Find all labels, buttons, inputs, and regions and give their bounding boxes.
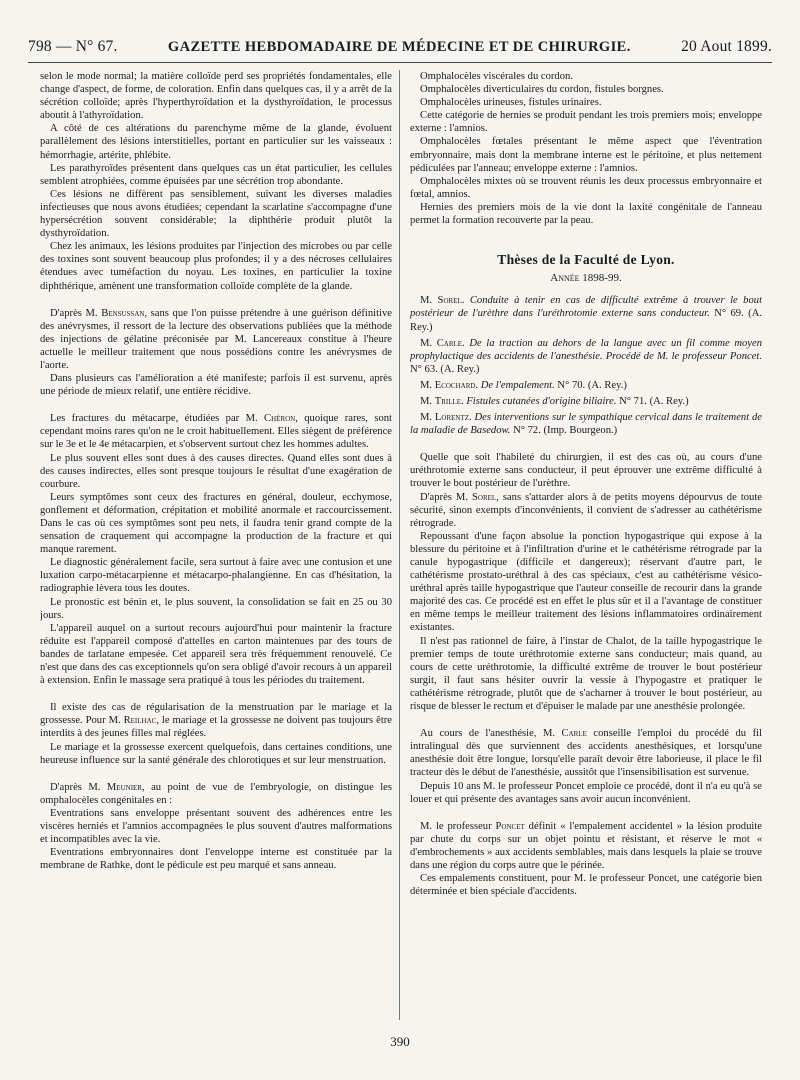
paragraph: Ces lésions ne diffèrent pas sensiblement, suivant les diverses maladies infectieuses que nous avons étudiées; cependant la scarlatine s'accompagne d'une hypersécrétion souvent considérable; la diphthérie produit plutôt la dysthyroïdation. <box>40 188 392 240</box>
section-heading: Thèses de la Faculté de Lyon. <box>497 252 675 268</box>
author-name: Lorentz <box>434 412 469 424</box>
author-name: Poncet <box>495 820 525 832</box>
paragraph: Le pronostic est bénin et, le plus souvent, la consolidation se fait en 25 ou 30 jours. <box>40 596 392 621</box>
running-header <box>28 38 772 64</box>
paragraph: Leurs symptômes sont ceux des fractures en général, douleur, ecchymose, gonflement et déformation, crépitation et mobilité anormale et raccourcissement. Dans le cas où ces symptômes sont peu nets, il faudra tenir grand compte de la sensation de craquement qui accompagne la production de la fracture et qui manque rarement. <box>40 491 392 556</box>
paragraph: Quelle que soit l'habileté du chirurgien, il est des cas où, au cours d'une uréthrotomie externe sans conducteur, il peut éprouver une extrême difficulté à trouver le bout postérieur de l'urèthre. <box>410 452 762 490</box>
paragraph: Omphalocèles viscérales du cordon. <box>420 71 573 82</box>
text-run: D'après M. <box>50 307 102 319</box>
author-name: Carle <box>436 337 463 349</box>
page-reference: 798 — N° 67. <box>28 38 118 55</box>
right-column <box>410 70 762 1020</box>
author-name: Ecochard <box>434 379 476 391</box>
thesis-reference: N° 63. (A. Rey.) <box>410 363 480 375</box>
paragraph <box>410 820 762 872</box>
paragraph: Omphalocèles diverticulaires du cordon, fistules borgnes. <box>420 84 664 96</box>
thesis-title: Fistules cutanées d'origine biliaire. <box>466 395 617 407</box>
text-run: , quoique rares, sont cependant moins rares qu'on ne le croit habituellement. Elles siègent de préférence sur le 3e et le 4e métacarpien, et s'observent surtout chez les hommes adultes. <box>40 413 392 451</box>
author-name: Sorel <box>437 295 462 307</box>
paragraph: Omphalocèles fœtales présentant le même aspect que l'éventration embryonnaire, mais dont la membrane interne est le péritoine, et plus nettement pédiculées par l'anneau; enveloppe externe : l'amnios. <box>410 136 762 174</box>
thesis-entry: M. Carle. De la traction au dehors de la langue avec un fil comme moyen prophylactique des accidents de l'anesthésie. Procédé de M. le professeur Poncet. N° 63. (A. Rey.) <box>410 337 762 375</box>
author-name: Trille <box>434 395 462 407</box>
text-run: M. le professeur <box>420 820 496 832</box>
thesis-entry: M. Ecochard. De l'empalement. N° 70. (A. Rey.) <box>420 379 627 391</box>
paragraph <box>410 491 762 530</box>
text-run: D'après M. <box>50 781 107 793</box>
thesis-reference: N° 70. (A. Rey.) <box>554 379 627 391</box>
author-name: Meunier <box>106 781 142 793</box>
text-run: Les fractures du métacarpe, étudiées par M. <box>50 413 265 425</box>
paragraph: Eventrations sans enveloppe présentant souvent des adhérences entre les viscères herniés et l'amnios accompagnées le plus souvent d'autres malformations et incompatibles avec la vie. <box>40 807 392 846</box>
paragraph: A côté de ces altérations du parenchyme même de la glande, évoluent parallèlement des lésions interstitielles, portant en particulier sur les vaisseaux : hémorrhagie, artérite, phlébite. <box>40 123 392 161</box>
paragraph: Cette catégorie de hernies se produit pendant les trois premiers mois; enveloppe externe : l'amnios. <box>410 110 762 135</box>
paragraph: Le diagnostic généralement facile, sera surtout à faire avec une contusion et une luxation carpo-métacarpienne et métacarpo-phalangienne. En cas d'hésitation, la radiographie lèvera tous les doutes. <box>40 557 392 595</box>
paragraph: Les parathyroïdes présentent dans quelques cas un état particulier, les cellules semblent atrophiées, comme épuisées par une sécrétion trop abondante. <box>40 162 392 187</box>
paragraph: Hernies des premiers mois de la vie dont la laxité congénitale de l'anneau permet la formation recouverte par la peau. <box>410 201 762 227</box>
paragraph <box>40 781 392 807</box>
paragraph <box>40 307 392 372</box>
paragraph: Il n'est pas rationnel de faire, à l'instar de Chalot, de la taille hypogastrique le premier temps de toute uréthrotomie externe sans conducteur; mais quand, au cours de cette uréthrotomie, la difficulté extrême de trouver le bout postérieur surgit, il faut sans hésiter ouvrir la vessie à l'hypogastre et pratiquer le cathétérisme rétrograde, plutôt que de s'acharner à trouver le bout postérieur, au risque de blesser le rectum et d'épuiser le malade par une anesthésie prolongée. <box>410 635 762 713</box>
text-run: définit « l'empalement accidentel » la lésion produite par chute du corps sur un objet pointu et résistant, et réserve le mot « d'embrochements » aux accidents semblables, mais dans lesquels la plaie se trouve dans une région du corps autre que le périnée. <box>410 820 762 871</box>
thesis-entry: M. Sorel. Conduite à tenir en cas de difficulté extrême à trouver le bout postérieur de l'urèthre dans l'uréthrotomie externe sans conducteur. N° 69. (A. Rey.) <box>410 295 762 333</box>
paragraph: Le mariage et la grossesse exercent quelquefois, dans certaines conditions, une heureuse influence sur la santé générale des chlorotiques et sur leur menstruation. <box>40 741 392 766</box>
author-name: Chéron <box>264 413 296 425</box>
thesis-title: De la traction au dehors de la langue avec un fil comme moyen prophylactique des accidents de l'anesthésie. Procédé de M. le professeur Poncet. <box>410 337 762 362</box>
author-name: Sorel <box>472 491 497 503</box>
thesis-list <box>410 294 762 437</box>
paragraph <box>40 412 392 451</box>
section-subheading: Année 1898-99. <box>550 272 622 285</box>
text-run: D'après M. <box>420 491 472 503</box>
text-run: , sans s'attarder alors à de petits moyens dépourvus de toute sécurité, sinon exempts d'inconvénients, il convient de s'adresser au cathétérisme rétrograde. <box>410 491 762 529</box>
thesis-reference: N° 71. (A. Rey.) <box>616 395 689 407</box>
journal-title: GAZETTE HEBDOMADAIRE DE MÉDECINE ET DE CHIRURGIE. <box>167 39 631 55</box>
text-run: , au point de vue de l'embryologie, on distingue les omphalocèles congénitales en : <box>40 781 392 806</box>
text-run: Il existe des cas de régularisation de la menstruation par le mariage et la grossesse. Pour M. <box>40 702 392 727</box>
paragraph: L'appareil auquel on a surtout recours aujourd'hui pour maintenir la fracture réduite est l'appareil composé d'attelles en carton maintenues par des tours de bandes de tarlatane empesée. Cet appareil sera très fréquemment renouvelé. Ce n'est que dans des cas exceptionnels qu'on sera obligé d'avoir recours à un appareil à extension. Enfin le massage sera pratiqué à tous les périodes du traitement. <box>40 622 392 687</box>
text-run: , sans que l'on puisse prétendre à une guérison définitive des anévrysmes, il ressort de la lecture des observations publiées que la méthode des injections de gélatine préconisée par M. Lancereaux constitue à l'heure actuelle le meilleur traitement que nous possédions contre les anévrysmes de l'aorte. <box>40 307 392 371</box>
thesis-title: Conduite à tenir en cas de difficulté extrême à trouver le bout postérieur de l'urèthre dans l'uréthrotomie externe sans conducteur. <box>410 295 762 320</box>
paragraph: Ces empalements constituent, pour M. le professeur Poncet, une catégorie bien déterminée et bien spéciale d'accidents. <box>410 873 762 898</box>
paragraph: Omphalocèles mixtes où se trouvent réunis les deux processus embryonnaire et fœtal, amnios. <box>410 175 762 200</box>
thesis-entry: M. Trille. Fistules cutanées d'origine biliaire. N° 71. (A. Rey.) <box>420 395 689 407</box>
column-divider <box>399 70 400 1020</box>
author-name: Bensussan <box>101 307 145 319</box>
paragraph: Omphalocèles urineuses, fistules urinaires. <box>420 97 602 109</box>
paragraph: Repoussant d'une façon absolue la ponction hypogastrique qui expose à la blessure du péritoine et à l'infiltration d'urine et le cathétérisme rétrograde par la canule hypogastrique (difficile et dangereux); réservant d'autre part, le cathétérisme prostato-uréthral à des cas spéciaux, c'est au cathétérisme vésico-uréthral après taille hypogastrique que l'auteur conseille de recourir dans la grande majorité des cas. Ce procédé est en effet le plus sûr et il a l'avantage de constituer en même temps le meilleur traitement des lésions inflammatoires ordinairement existantes. <box>410 530 762 634</box>
text-run: conseille l'emploi du procédé du fil intralingual dès que surviennent des accidents anesthésiques, et lorsqu'une anesthésie doit être longue, lorsqu'elle paraît devoir être laborieuse, il place le fil tracteur dès le début de l'anesthésie, aussitôt que l'insensibilisation est survenue. <box>410 728 762 779</box>
paragraph: Le plus souvent elles sont dues à des causes directes. Quand elles sont dues à des causes indirectes, elles sont presque toujours le résultat d'une exagération de courbure. <box>40 452 392 490</box>
author-name: Carle <box>561 728 587 740</box>
paragraph <box>410 727 762 779</box>
author-name: Reilhac <box>123 715 157 727</box>
paragraph <box>40 701 392 740</box>
text-run: Au cours de l'anesthésie, M. <box>420 728 562 740</box>
thesis-title: Des interventions sur le sympathique cervical dans le traitement de la maladie de Basedow. <box>410 412 762 437</box>
paragraph: selon le mode normal; la matière colloïde perd ses propriétés fondamentales, elle change d'aspect, de forme, de coloration. Enfin dans quelques cas, il y a arrêt de la sécrétion colloïde; après l'hyperthyroïdation et la dysthyroïdation, le processus aboutit à l'athyroïdation. <box>40 71 392 122</box>
paragraph: Dans plusieurs cas l'amélioration a été manifeste; parfois il est survenu, après une période de mieux relatif, une entière récidive. <box>40 373 392 398</box>
thesis-entry: M. Lorentz. Des interventions sur le sympathique cervical dans le traitement de la maladie de Basedow. N° 72. (Imp. Bourgeon.) <box>410 412 762 437</box>
paragraph: Eventrations embryonnaires dont l'enveloppe interne est constituée par la membrane de Rathke, dont le pédicule est peu marqué et sans anneau. <box>40 847 392 872</box>
page-number: 390 <box>390 1034 410 1049</box>
paragraph: Chez les animaux, les lésions produites par l'injection des microbes ou par celle des toxines sont souvent beaucoup plus profondes; il y a des nécroses cellulaires étendues avec tuméfaction du noyau. Les toxines, en particulier la toxine diphthérique, amènent une transformation colloïde complète de la glande. <box>40 241 392 292</box>
thesis-reference: N° 69. (A. Rey.) <box>410 308 762 333</box>
thesis-title: De l'empalement. <box>480 379 555 391</box>
paragraph: Depuis 10 ans M. le professeur Poncet emploie ce procédé, dont il n'a eu qu'à se louer et qui présente des avantages sans avoir aucun inconvénient. <box>410 780 762 805</box>
header-rule <box>28 62 772 63</box>
left-column <box>40 70 392 1020</box>
issue-date: 20 Aout 1899. <box>681 38 772 55</box>
thesis-reference: N° 72. (Imp. Bourgeon.) <box>510 425 618 437</box>
text-run: , le mariage et la grossesse ne doivent pas toujours être interdits à des jeunes filles mal réglées. <box>40 715 392 740</box>
